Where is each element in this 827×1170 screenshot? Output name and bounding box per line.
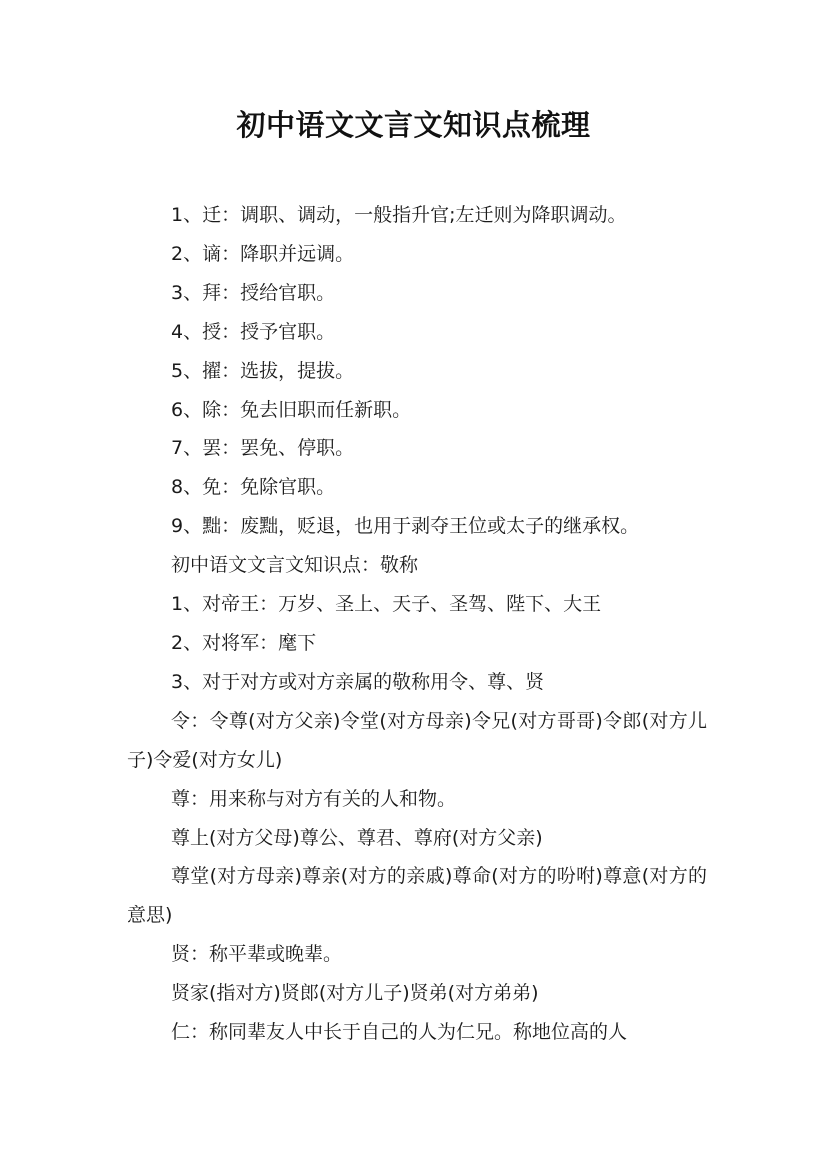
paragraph: 6、除：免去旧职而任新职。: [171, 398, 412, 421]
document-title: 初中语文文言文知识点梳理: [236, 108, 591, 142]
document-body: [127, 196, 707, 1052]
paragraph: 3、拜：授给官职。: [171, 281, 336, 304]
paragraph: 9、黜：废黜，贬退，也用于剥夺王位或太子的继承权。: [171, 515, 640, 538]
paragraph: 令：令尊(对方父亲)令堂(对方母亲)令兄(对方哥哥)令郎(对方儿子)令爱(对方女儿): [127, 709, 707, 771]
paragraph: 7、罢：罢免、停职。: [171, 437, 355, 460]
paragraph: 4、授：授予官职。: [171, 320, 336, 343]
paragraph: 尊堂(对方母亲)尊亲(对方的亲戚)尊命(对方的吩咐)尊意(对方的意思): [127, 865, 707, 927]
paragraph: 8、免：免除官职。: [171, 476, 336, 499]
paragraph: 2、谪：降职并远调。: [171, 242, 355, 265]
section-heading: 初中语文文言文知识点：敬称: [171, 554, 419, 577]
paragraph: 1、对帝王：万岁、圣上、天子、圣驾、陛下、大王: [171, 593, 602, 616]
paragraph: 尊：用来称与对方有关的人和物。: [171, 787, 457, 810]
paragraph: 1、迁：调职、调动，一般指升官;左迁则为降职调动。: [171, 204, 627, 226]
paragraph: 仁：称同辈友人中长于自己的人为仁兄。称地位高的人: [171, 1021, 628, 1044]
paragraph: 5、擢：选拔，提拔。: [171, 359, 355, 382]
paragraph: 2、对将军：麾下: [171, 631, 317, 654]
paragraph: 尊上(对方父母)尊公、尊君、尊府(对方父亲): [171, 826, 543, 849]
paragraph: 3、对于对方或对方亲属的敬称用令、尊、贤: [171, 670, 545, 693]
paragraph: 贤：称平辈或晚辈。: [171, 943, 343, 966]
paragraph: 贤家(指对方)贤郎(对方儿子)贤弟(对方弟弟): [171, 982, 539, 1005]
